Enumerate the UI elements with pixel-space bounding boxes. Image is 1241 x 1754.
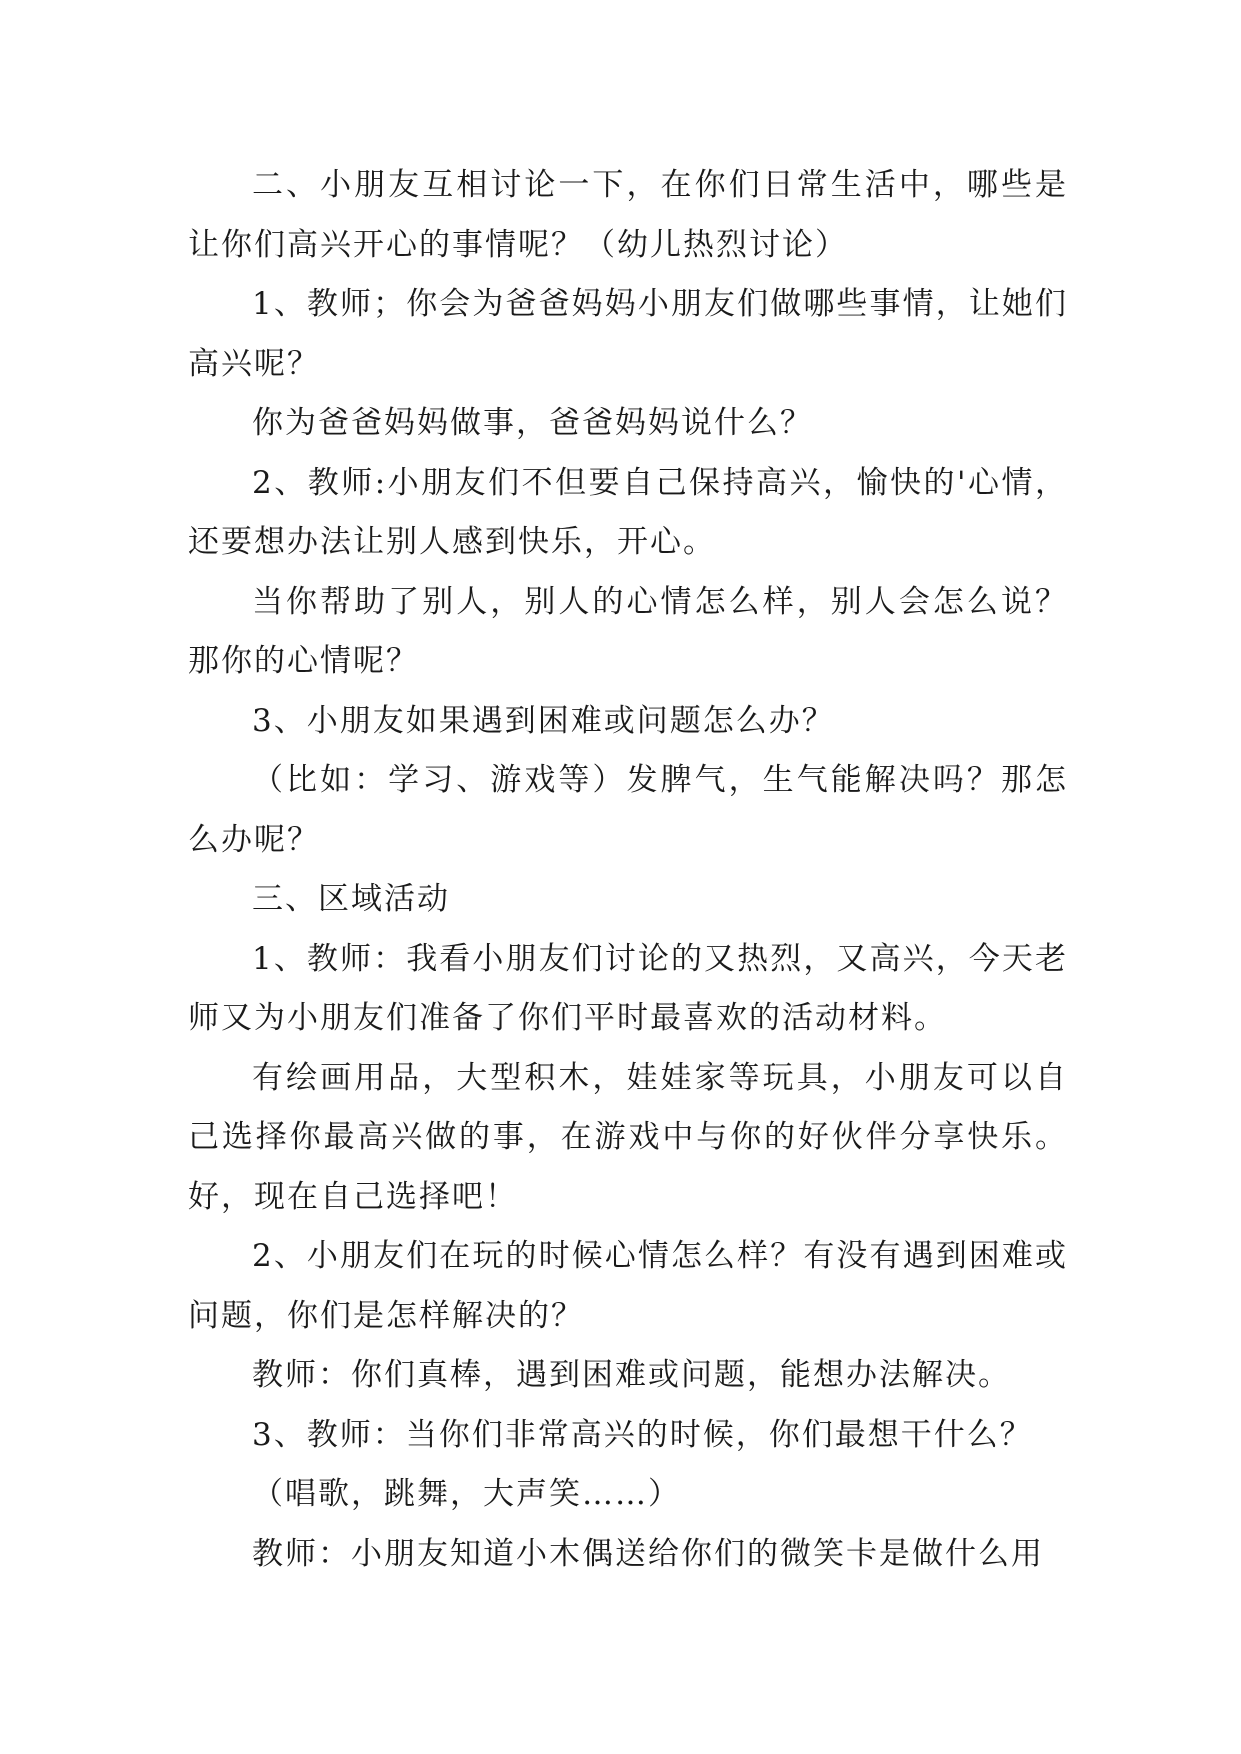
paragraph-question-3: 3、小朋友如果遇到困难或问题怎么办？ xyxy=(252,702,835,739)
section-heading-area-activity: 三、区域活动 xyxy=(252,881,450,917)
paragraph-parents-response: 你为爸爸妈妈做事，爸爸妈妈说什么？ xyxy=(252,405,813,441)
paragraph-helping-others: 当你帮助了别人，别人的心情怎么样，别人会怎么说？那你的心情呢？ xyxy=(188,583,1068,679)
paragraph-teacher-question-1: 1、教师；你会为爸爸妈妈小朋友们做哪些事情，让她们高兴呢？ xyxy=(188,286,1068,382)
paragraph-discussion-intro: 二、小朋友互相讨论一下，在你们日常生活中，哪些是让你们高兴开心的事情呢？（幼儿热烈讨论） xyxy=(188,167,1068,263)
paragraph-activity-question-2: 2、小朋友们在玩的时候心情怎么样？有没有遇到困难或问题，你们是怎样解决的？ xyxy=(188,1238,1068,1334)
paragraph-teacher-praise: 教师：你们真棒，遇到困难或问题，能想办法解决。 xyxy=(252,1357,1011,1393)
paragraph-activity-materials: 有绘画用品，大型积木，娃娃家等玩具，小朋友可以自己选择你最高兴做的事，在游戏中与你的好伙伴分享快乐。好，现在自己选择吧！ xyxy=(188,1059,1068,1215)
paragraph-activity-teacher-1: 1、教师：我看小朋友们讨论的又热烈，又高兴，今天老师又为小朋友们准备了你们平时最喜欢的活动材料。 xyxy=(188,940,1068,1036)
paragraph-examples: （比如：学习、游戏等）发脾气，生气能解决吗？那怎么办呢？ xyxy=(188,762,1068,858)
document-body xyxy=(188,156,1068,1584)
paragraph-teacher-question-2: 2、教师:小朋友们不但要自己保持高兴，愉快的'心情，还要想办法让别人感到快乐，开心。 xyxy=(188,464,1068,560)
paragraph-children-answers: （唱歌，跳舞，大声笑……） xyxy=(252,1476,681,1512)
paragraph-activity-question-3: 3、教师：当你们非常高兴的时候，你们最想干什么？ xyxy=(252,1416,1033,1453)
paragraph-smile-card: 教师：小朋友知道小木偶送给你们的微笑卡是做什么用 xyxy=(252,1535,1044,1572)
